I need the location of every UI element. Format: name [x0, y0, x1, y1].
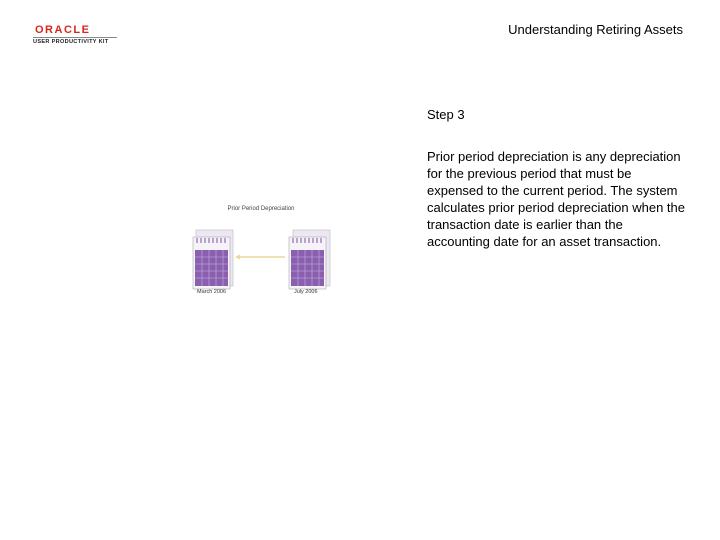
diagram-graphic: [185, 200, 345, 302]
logo-divider: [33, 37, 117, 38]
calendar-right-label: July 2006: [294, 289, 318, 295]
calendar-right-icon: [289, 230, 330, 289]
prior-period-diagram: [185, 200, 345, 302]
arrow-left-icon: [235, 255, 285, 260]
calendar-left-icon: [193, 230, 233, 289]
page-title: Understanding Retiring Assets: [508, 22, 683, 37]
logo-wordmark: ORACLE: [35, 24, 91, 36]
oracle-upk-logo: [33, 24, 128, 48]
step-label: Step 3: [427, 107, 465, 122]
calendar-left-label: March 2006: [197, 289, 227, 295]
logo-tagline: USER PRODUCTIVITY KIT: [33, 39, 109, 45]
diagram-title: Prior Period Depreciation: [227, 206, 295, 212]
step-description: Prior period depreciation is any depreciation for the previous period that must be expensed to the current period. The system calculates prior period depreciation when the transaction date is earlier than the accounting date for an asset transaction.: [427, 149, 685, 249]
